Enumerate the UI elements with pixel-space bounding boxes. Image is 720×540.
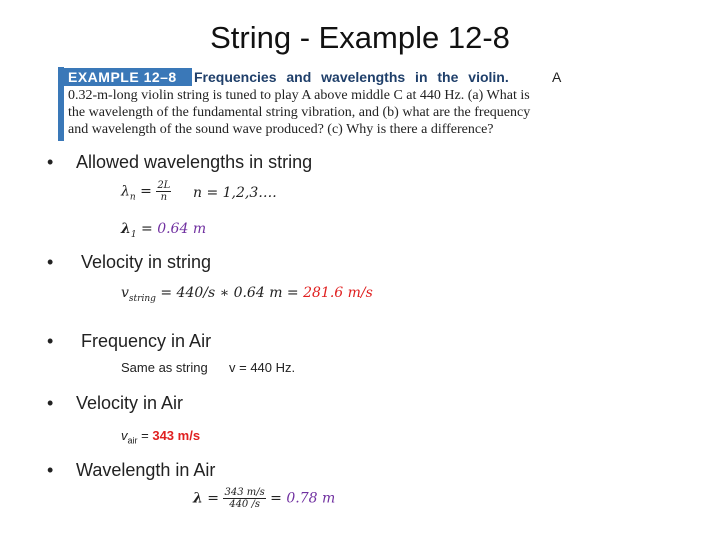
- bullet-dot: •: [47, 252, 54, 272]
- vair-symbol: v: [121, 428, 128, 443]
- bullet-dot: •: [47, 460, 54, 480]
- example-heading: Frequencies and wavelengths in the violin.: [194, 69, 509, 85]
- example-line-3: and wavelength of the sound wave produced? (c) Why is there a difference?: [68, 122, 494, 137]
- n-values: n = 1,2,3….: [193, 185, 277, 201]
- lambda-1-subscript: 1: [130, 229, 137, 240]
- fraction-343-over-440: [223, 487, 265, 510]
- lambda-n-equation: [121, 180, 171, 203]
- bullet-dot: •: [47, 331, 54, 351]
- vair-value: 343 m/s: [152, 428, 201, 443]
- frequency-note: Same as string: [121, 360, 208, 375]
- example-line-2: the wavelength of the fundamental string vibration, and (b) what are the frequency: [68, 105, 531, 120]
- lambda-symbol: λ: [121, 183, 130, 200]
- fraction-2l-over-n: [156, 180, 171, 203]
- bullet-frequency-air: Frequency in Air: [81, 331, 212, 351]
- v-expression: = 440/s ∗ 0.64 m =: [155, 285, 304, 301]
- velocity-string-equation: [121, 285, 373, 304]
- lambda-subscript: n: [129, 192, 136, 203]
- bullet-dot: •: [47, 152, 54, 172]
- fraction-denominator: 440 /s: [229, 499, 260, 510]
- bullet-wavelength-air: Wavelength in Air: [76, 460, 216, 480]
- example-heading-tail: A: [552, 69, 562, 85]
- lambda-symbol: λ: [193, 490, 203, 507]
- bullet-dot: •: [47, 393, 54, 413]
- lambda-1-equation: [121, 221, 206, 240]
- example-box: [58, 67, 570, 141]
- equals-sign: =: [140, 183, 152, 200]
- equals-sign: =: [265, 490, 287, 507]
- v-result: 281.6 m/s: [303, 285, 373, 301]
- equals-sign: =: [136, 221, 158, 237]
- v-subscript: string: [128, 293, 156, 304]
- fraction-numerator: 343 m/s: [224, 487, 265, 498]
- slide-title: String - Example 12-8: [210, 20, 510, 55]
- bullet-allowed-wavelengths: Allowed wavelengths in string: [76, 152, 313, 172]
- example-label: EXAMPLE 12–8: [64, 68, 192, 86]
- bullet-velocity-air: Velocity in Air: [76, 393, 184, 413]
- lambda-1-value: 0.64 m: [157, 221, 207, 237]
- example-line-1: 0.32-m-long violin string is tuned to play A above middle C at 440 Hz. (a) What is: [68, 88, 530, 103]
- fraction-numerator: 2L: [157, 180, 171, 191]
- velocity-air-equation: [121, 428, 200, 446]
- equals-sign: =: [202, 490, 224, 507]
- v-symbol: v: [121, 285, 129, 301]
- wavelength-air-equation: [193, 487, 335, 510]
- bullet-velocity-string: Velocity in string: [81, 252, 212, 272]
- frequency-value: v = 440 Hz.: [229, 360, 296, 375]
- vair-subscript: air: [127, 435, 138, 446]
- wavelength-result: 0.78 m: [286, 490, 336, 507]
- equals-sign: =: [137, 428, 153, 443]
- lambda-1-symbol: λ: [121, 221, 131, 237]
- fraction-denominator: n: [160, 192, 168, 203]
